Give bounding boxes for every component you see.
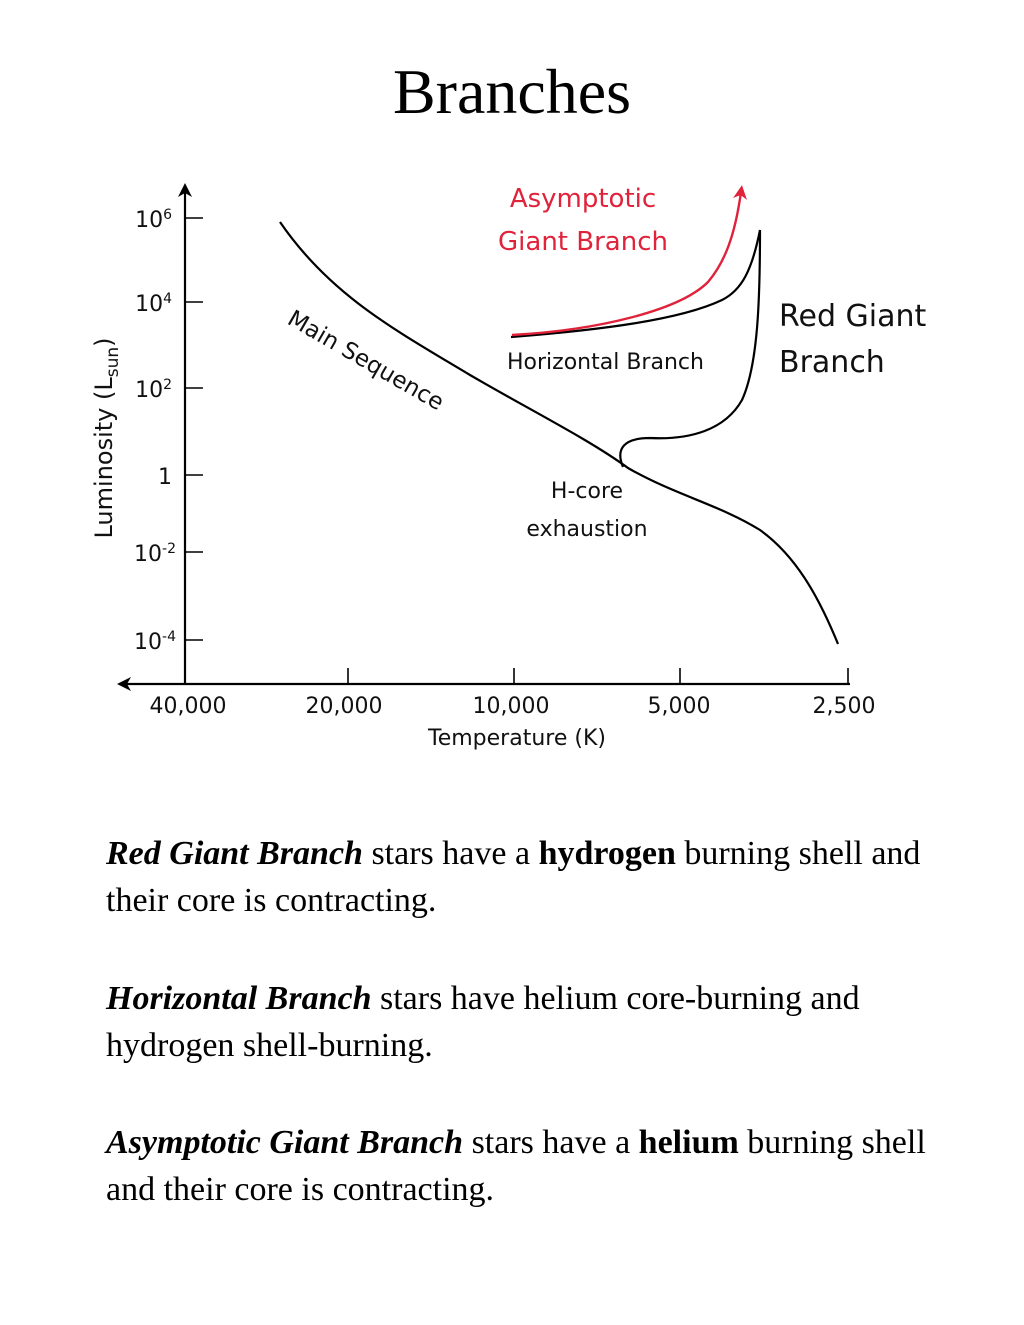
y-tick-label: $10^4$ <box>135 291 172 317</box>
y-tick-labels <box>134 207 176 655</box>
x-tick-label: 40,000 <box>149 694 227 719</box>
caption-term: Red Giant Branch <box>106 835 363 872</box>
caption-term: Horizontal Branch <box>106 980 372 1017</box>
caption-emphasis: hydrogen <box>538 835 676 872</box>
caption-text: stars have a <box>463 1124 639 1161</box>
main-sequence-curve <box>280 222 838 644</box>
rgb-label-line1: Red Giant <box>779 299 927 334</box>
agb-label-line1: Asymptotic <box>509 184 657 214</box>
hcore-label-line1: H-core <box>550 479 624 504</box>
x-axis-ticks <box>348 668 848 684</box>
red-giant-branch-curve <box>620 230 760 467</box>
slide-title: Branches <box>392 56 632 127</box>
horizontal-branch-label: Horizontal Branch <box>507 350 704 375</box>
caption-asymptotic-giant-branch <box>106 1119 936 1213</box>
caption-red-giant-branch <box>106 830 936 924</box>
y-axis-ticks <box>185 218 203 640</box>
caption-text: stars have helium core-burning and hydrogen shell-burning. <box>106 980 860 1064</box>
caption-term: Asymptotic Giant Branch <box>106 1124 464 1161</box>
y-tick-label: $10^2$ <box>135 377 172 403</box>
y-tick-label: 1 <box>158 465 172 490</box>
agb-label-line2: Giant Branch <box>498 227 668 257</box>
x-tick-label: 10,000 <box>472 694 550 719</box>
x-tick-label: 20,000 <box>305 694 383 719</box>
caption-emphasis: helium <box>638 1124 739 1161</box>
caption-text: burning shell and their core is contracting. <box>106 1124 926 1208</box>
y-tick-label: $10^{-2}$ <box>134 541 176 567</box>
y-tick-label: $10^{-4}$ <box>134 629 176 655</box>
x-tick-label: 5,000 <box>647 694 711 719</box>
x-tick-labels <box>150 694 876 719</box>
caption-text: stars have a <box>362 835 539 872</box>
y-tick-label: $10^6$ <box>135 207 172 233</box>
x-axis-title: Temperature (K) <box>428 726 606 751</box>
x-tick-label: 2,500 <box>812 694 876 719</box>
caption-text: burning shell and their core is contracting. <box>106 835 921 919</box>
hcore-label-line2: exhaustion <box>526 517 648 542</box>
y-axis-title: Luminosity $(L_{sun})$ <box>90 337 123 539</box>
rgb-label-line2: Branch <box>779 345 885 380</box>
main-sequence-label: Main Sequence <box>283 305 449 417</box>
caption-horizontal-branch <box>106 975 936 1069</box>
